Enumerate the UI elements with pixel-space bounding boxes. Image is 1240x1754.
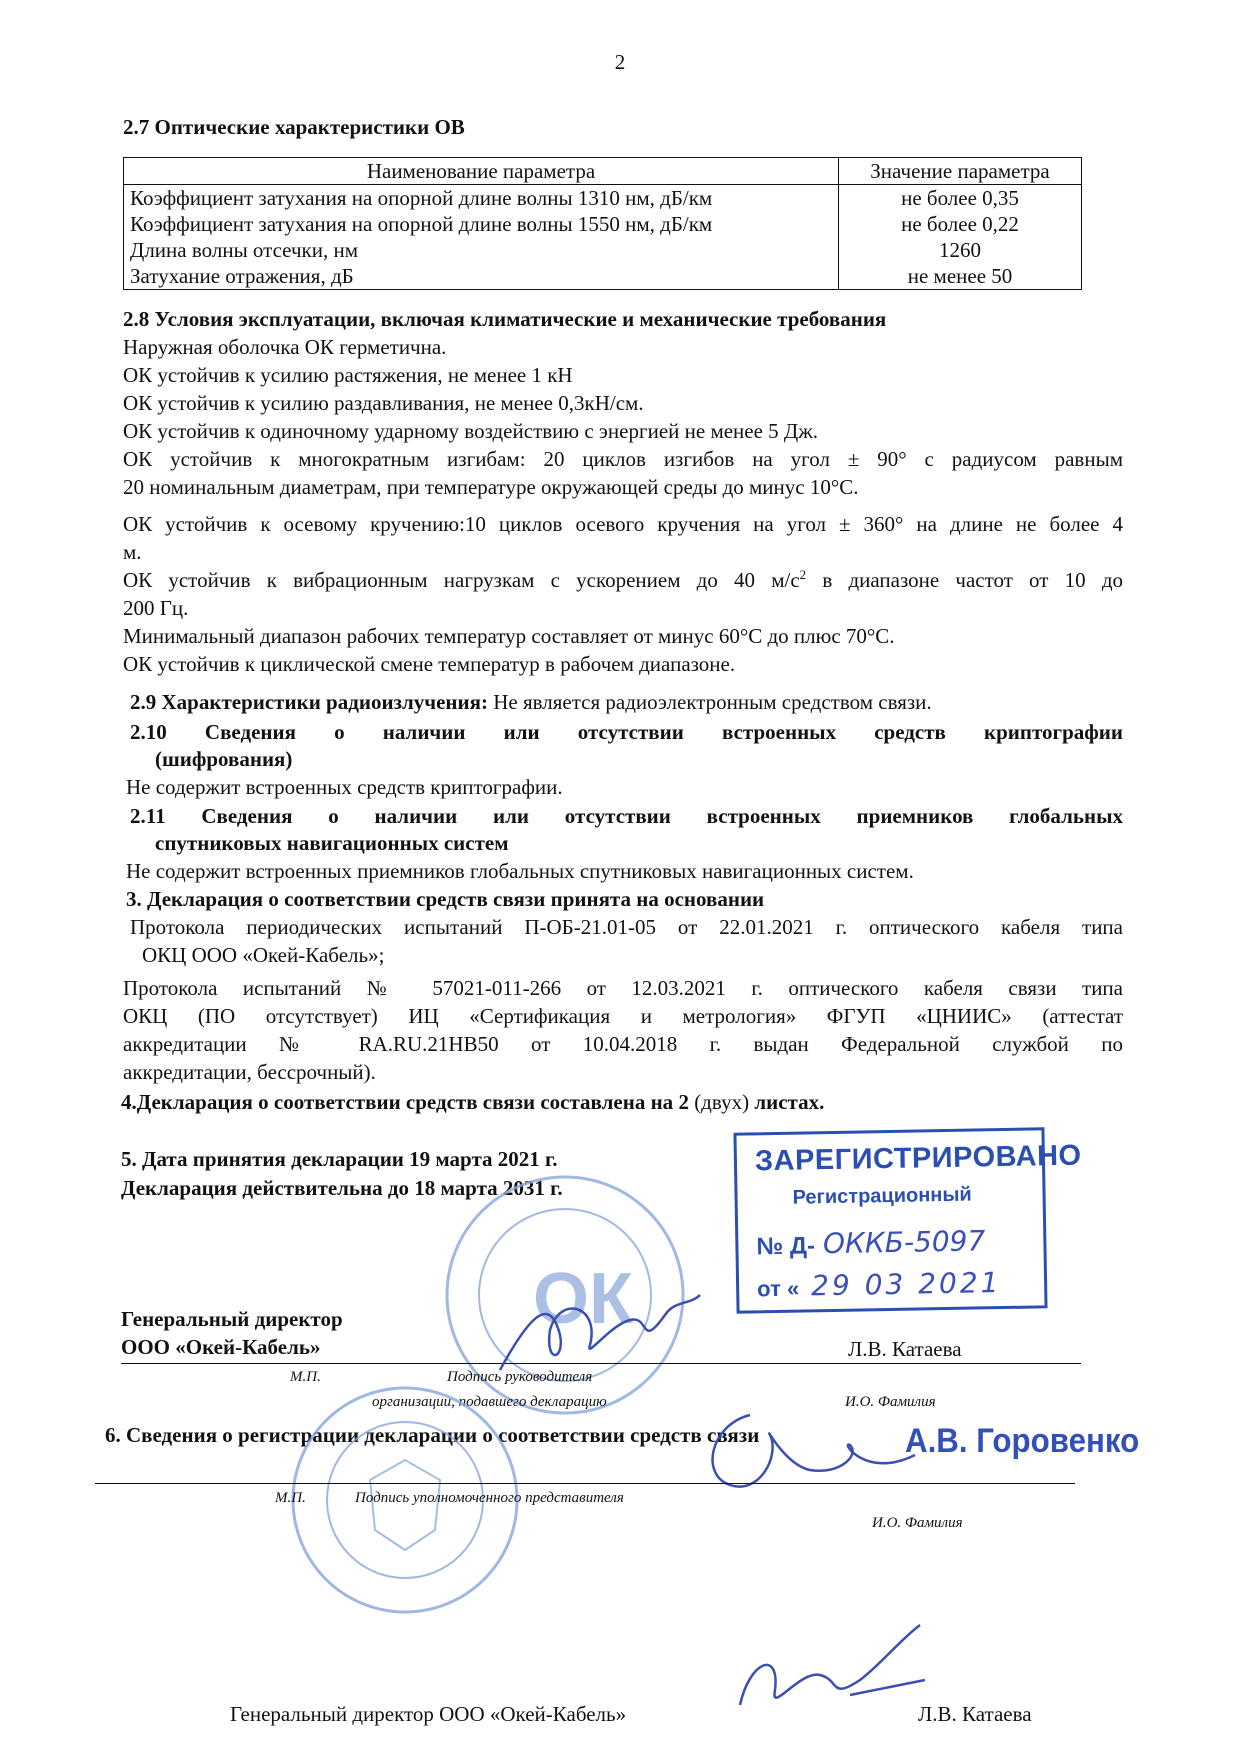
section-4-text: 4.Декларация о соответствии средств связи составлена на [121,1090,679,1114]
text-line: ОК устойчив к циклической смене температур в рабочем диапазоне. [123,652,736,676]
text-line: Наружная оболочка ОК герметична. [123,335,447,359]
table-cell: не менее 50 [907,264,1013,288]
vibration-text-tail: в диапазоне частот от 10 до [806,568,1124,592]
text-line: ОКЦ ООО «Окей-Кабель»; [142,943,385,967]
table-cell: Длина волны отсечки, нм [124,237,839,263]
text-line: 200 Гц. [123,596,189,620]
table-cell: не более 0,35 [901,186,1019,210]
section-4-tail: листах. [754,1090,825,1114]
text-line: 20 номинальным диаметрам, при температуре окружающей среды до минус 10°С. [123,475,859,499]
stamp-date [757,1266,1002,1303]
declaration-date: 5. Дата принятия декларации 19 марта 2021 г. [121,1147,558,1171]
caption-signature: Подпись руководителя [447,1369,593,1385]
section-6-heading: 6. Сведения о регистрации декларации о соответствии средств связи [105,1423,760,1447]
caption-mp: М.П. [275,1490,306,1506]
table-cell: не более 0,22 [901,212,1019,236]
section-2-9-text: Не является радиоэлектронным средством связи. [487,690,932,714]
vibration-text: ОК устойчив к вибрационным нагрузкам с ускорением до 40 м/с [123,568,800,592]
text-line: Протокола периодических испытаний П-ОБ-21.01-05 от 22.01.2021 г. оптического кабеля типа [130,915,1123,939]
text-line: ОК устойчив к осевому кручению:10 циклов осевого кручения на угол ± 360° на длине не более 4 [123,512,1123,536]
table-header-param: Наименование параметра [124,158,839,185]
text-line [123,566,1123,594]
section-3-heading: 3. Декларация о соответствии средств связи принята на основании [126,887,765,911]
stamp-title: ЗАРЕГИСТРИРОВАНО [754,1139,1082,1178]
stamp-number [756,1224,985,1261]
caption-signature-cont: организации, подавшего декларацию [372,1394,607,1410]
table-cell: 1260 [939,238,981,262]
table-cell: Затухание отражения, дБ [124,263,839,289]
text-line: м. [123,540,142,564]
text-line: ОК устойчив к многократным изгибам: 20 циклов изгибов на угол ± 90° с радиусом равным [123,447,1123,471]
table-row [124,237,1081,263]
text-line: Минимальный диапазон рабочих температур составляет от минус 60°С до плюс 70°С. [123,624,895,648]
declaration-valid-until: Декларация действительна до 18 марта 2031 г. [121,1176,563,1200]
section-2-8-heading: 2.8 Условия эксплуатации, включая климатические и механические требования [123,307,887,331]
section-2-11-text: Не содержит встроенных приемников глобальных спутниковых навигационных систем. [126,859,914,883]
page-number: 2 [614,50,626,74]
caption-signature: Подпись уполномоченного представителя [355,1490,624,1506]
representative-name: А.В. Горовенко [905,1422,1140,1460]
table-header-value: Значение параметра [839,158,1082,185]
signature-line [95,1483,1075,1484]
stamp-number-value: ОККБ-5097 [822,1224,986,1261]
stamp-number-label: № Д- [756,1232,816,1261]
section-2-11-heading: 2.11 Сведения о наличии или отсутствии встроенных приемников глобальных [130,804,1123,828]
section-4 [121,1088,824,1116]
table-cell: Коэффициент затухания на опорной длине волны 1550 нм, дБ/км [124,211,839,237]
section-2-7-heading: 2.7 Оптические характеристики ОВ [123,115,465,139]
table-row [124,211,1081,237]
section-2-9-heading: 2.9 Характеристики радиоизлучения: [130,690,488,714]
table-cell: Коэффициент затухания на опорной длине волны 1310 нм, дБ/км [124,185,839,212]
text-line: аккредитации, бессрочный). [123,1060,376,1084]
text-line: аккредитации № RA.RU.21HB50 от 10.04.2018 г. выдан Федеральной службой по [123,1032,1123,1056]
caption-fio: И.О. Фамилия [872,1515,963,1531]
text-line: ОК устойчив к одиночному ударному воздействию с энергией не менее 5 Дж. [123,419,819,443]
footer-name: Л.В. Катаева [918,1702,1032,1726]
text-line: ОК устойчив к усилию раздавливания, не менее 0,3кН/см. [123,391,644,415]
section-2-10-text: Не содержит встроенных средств криптографии. [126,775,563,799]
section-2-10-heading-cont: (шифрования) [155,747,293,771]
stamp-date-label: от « [756,1275,800,1302]
table-row [124,185,1081,212]
table-header-row [124,158,1081,185]
svg-text:ОК: ОК [533,1259,633,1339]
sheet-count: 2 [678,1090,689,1114]
text-line: Протокола испытаний № 57021-011-266 от 12.03.2021 г. оптического кабеля связи типа [123,976,1123,1000]
footer-signature-icon [720,1620,940,1720]
stamp-date-value: 29 03 2021 [810,1266,1002,1303]
optical-params-table [123,157,1082,290]
stamp-subtitle: Регистрационный [792,1183,972,1209]
representative-signature-icon [690,1395,920,1505]
caption-mp: М.П. [290,1369,321,1385]
table-row [124,263,1081,289]
registration-stamp [733,1127,1082,1313]
text-line: ОК устойчив к усилию растяжения, не менее 1 кН [123,363,573,387]
caption-fio: И.О. Фамилия [845,1394,936,1410]
signer-name: Л.В. Катаева [848,1337,962,1361]
text-line: ОКЦ (ПО отсутствует) ИЦ «Сертификация и метрология» ФГУП «ЦНИИС» (аттестат [123,1004,1123,1028]
director-signature-icon [490,1275,710,1385]
section-2-11-heading-cont: спутниковых навигационных систем [155,831,509,855]
vibration-superscript: 2 [799,567,807,582]
signer-company: ООО «Окей-Кабель» [121,1335,321,1359]
section-2-10-heading: 2.10 Сведения о наличии или отсутствии встроенных средств криптографии [130,720,1123,744]
sheet-count-words: (двух) [688,1090,755,1114]
footer-role: Генеральный директор ООО «Окей-Кабель» [230,1702,627,1726]
section-2-9 [130,688,932,716]
signer-role: Генеральный директор [121,1307,343,1331]
